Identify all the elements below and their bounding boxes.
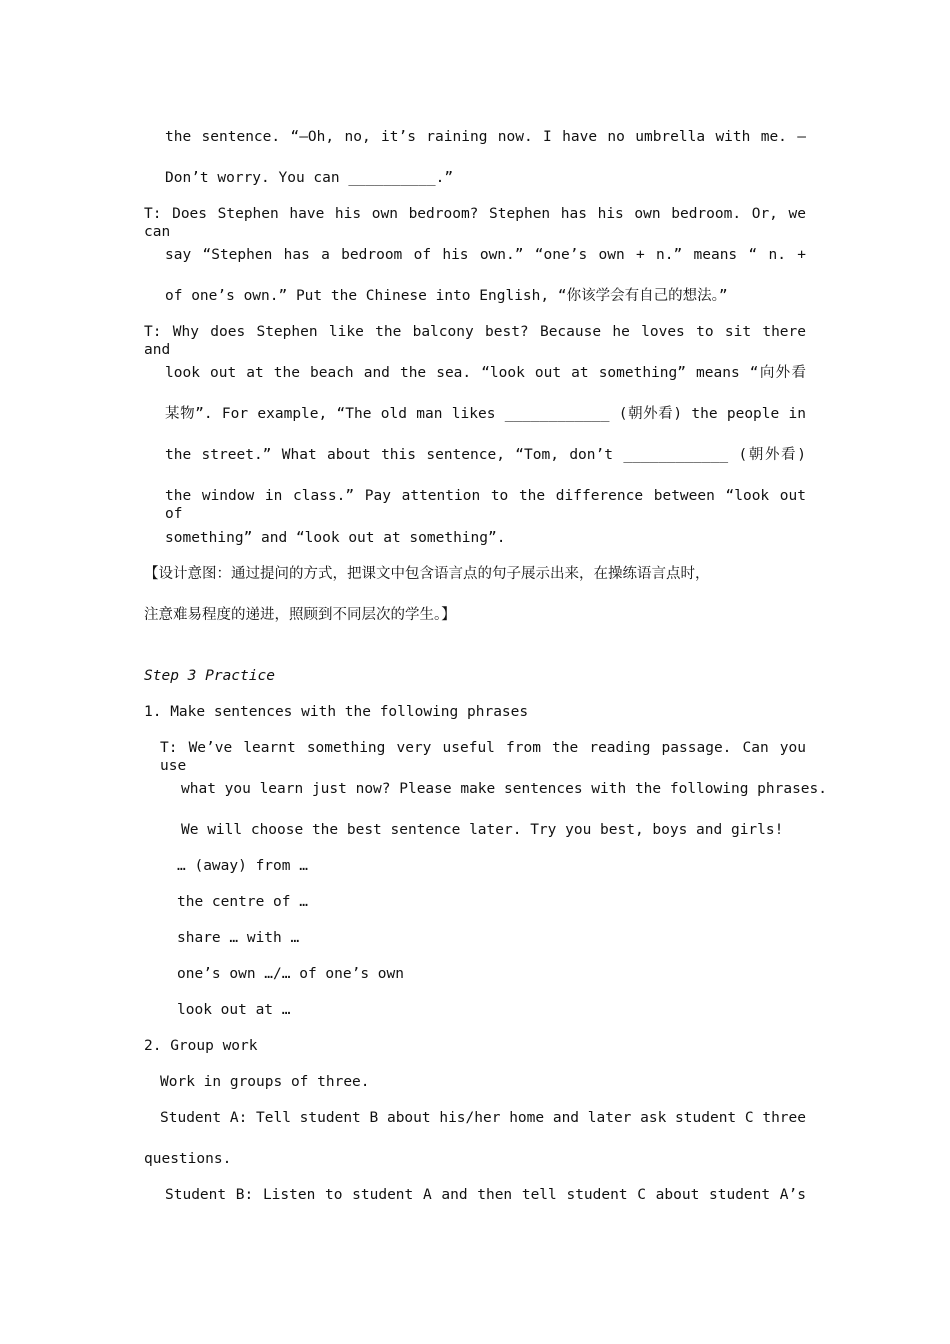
section-heading: 2. Group work [144,1038,258,1054]
text-line: T: We’ve learnt something very useful from the reading passage. Can you use [160,740,806,774]
text-line: the sentence. “—Oh, no, it’s raining now. I have no umbrella with me. — [165,129,806,145]
design-intent-note: 注意难易程度的递进，照顾到不同层次的学生。】 [144,607,456,623]
text-line: 某物”. For example, “The old man likes ____________ (朝外看) the people in [165,406,806,422]
section-heading: 1. Make sentences with the following phrases [144,704,529,720]
text-line: We will choose the best sentence later. Try you best, boys and girls! [181,822,784,838]
text-line: look out at the beach and the sea. “look out at something” means “向外看 [165,365,806,381]
text-line: Work in groups of three. [160,1074,370,1090]
text-line: Student A: Tell student B about his/her home and later ask student C three [160,1110,807,1126]
step-heading: Step 3 Practice [144,668,275,684]
text-line: T: Why does Stephen like the balcony best? Because he loves to sit there and [144,324,806,358]
text-line: Student B: Listen to student A and then tell student C about student A’s [165,1187,806,1203]
phrase-item: share … with … [177,930,300,946]
design-intent-note: 【设计意图：通过提问的方式，把课文中包含语言点的句子展示出来，在操练语言点时， [144,566,710,582]
phrase-item: the centre of … [177,894,308,910]
text-line: something” and “look out at something”. [165,530,506,546]
text-line: T: Does Stephen have his own bedroom? Stephen has his own bedroom. Or, we can [144,206,806,240]
phrase-item: look out at … [177,1002,291,1018]
text-line: what you learn just now? Please make sentences with the following phrases. [181,781,828,797]
text-line: of one’s own.” Put the Chinese into English, “你该学会有自己的想法。” [165,288,728,304]
text-line: say “Stephen has a bedroom of his own.” “one’s own + n.” means “ n. + [165,247,806,263]
phrase-item: one’s own …/… of one’s own [177,966,404,982]
text-line: questions. [144,1151,232,1167]
phrase-item: … (away) from … [177,858,308,874]
text-line: the street.” What about this sentence, “Tom, don’t ____________ (朝外看) [165,447,806,463]
text-line: the window in class.” Pay attention to the difference between “look out of [165,488,806,522]
text-line: Don’t worry. You can __________.” [165,170,454,186]
